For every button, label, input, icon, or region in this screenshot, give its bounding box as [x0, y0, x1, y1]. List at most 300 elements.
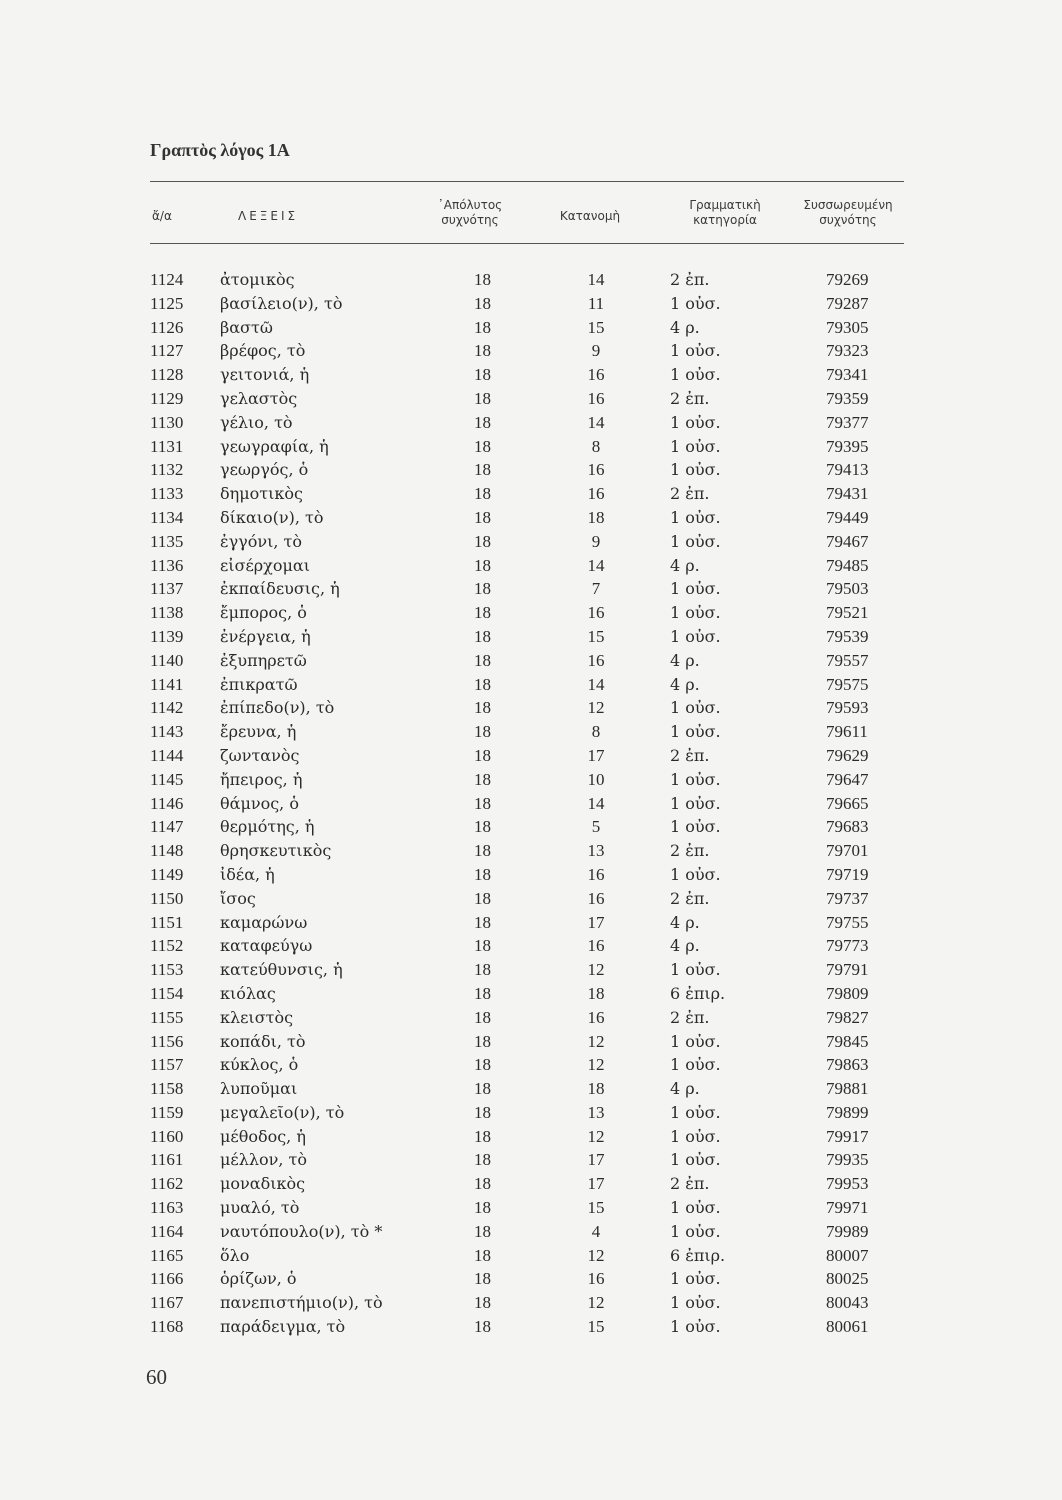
row-distribution: 12 — [587, 698, 605, 718]
row-cumulative-frequency: 79341 — [826, 365, 869, 385]
table-row — [150, 960, 904, 984]
row-distribution: 16 — [587, 888, 605, 908]
row-word: λυποῦμαι — [220, 1079, 298, 1099]
table-row — [150, 532, 904, 556]
table-header — [150, 194, 904, 238]
row-grammatical-category: 2 ἐπ. — [670, 1007, 710, 1027]
row-index: 1139 — [150, 626, 184, 646]
row-cumulative-frequency: 79719 — [826, 864, 869, 884]
header-bottom-rule — [150, 243, 904, 244]
row-word: δημοτικὸς — [220, 484, 303, 504]
row-word: κλειστὸς — [220, 1007, 294, 1027]
row-word: ὅλο — [220, 1245, 250, 1265]
row-grammatical-category: 1 οὐσ. — [670, 436, 721, 456]
row-index: 1147 — [150, 817, 184, 837]
row-grammatical-category: 1 οὐσ. — [670, 722, 721, 742]
row-cumulative-frequency: 79431 — [826, 484, 869, 504]
header-grammatical-category: Γραμματικὴ κατηγορία — [689, 198, 761, 227]
header-top-rule — [150, 181, 904, 182]
frequency-table — [150, 270, 904, 1341]
row-cumulative-frequency: 79557 — [826, 650, 869, 670]
table-row — [150, 1246, 904, 1270]
row-word: κατεύθυνσις, ἡ — [220, 960, 343, 980]
table-row — [150, 1174, 904, 1198]
row-index: 1137 — [150, 579, 184, 599]
row-word: ἐπίπεδο(ν), τὸ — [220, 698, 335, 718]
table-row — [150, 603, 904, 627]
row-grammatical-category: 1 οὐσ. — [670, 603, 721, 623]
row-grammatical-category: 1 οὐσ. — [670, 531, 721, 551]
row-grammatical-category: 1 οὐσ. — [670, 864, 721, 884]
row-cumulative-frequency: 79521 — [826, 603, 869, 623]
row-grammatical-category: 1 οὐσ. — [670, 341, 721, 361]
row-word: ἐνέργεια, ἡ — [220, 626, 311, 646]
row-cumulative-frequency: 79737 — [826, 888, 869, 908]
row-grammatical-category: 1 οὐσ. — [670, 769, 721, 789]
table-row — [150, 627, 904, 651]
row-word: βρέφος, τὸ — [220, 341, 306, 361]
row-absolute-frequency: 18 — [474, 936, 491, 956]
row-distribution: 16 — [587, 864, 605, 884]
row-absolute-frequency: 18 — [474, 817, 491, 837]
row-grammatical-category: 1 οὐσ. — [670, 960, 721, 980]
row-distribution: 12 — [587, 1031, 605, 1051]
row-cumulative-frequency: 79791 — [826, 960, 869, 980]
table-row — [150, 413, 904, 437]
row-cumulative-frequency: 79395 — [826, 436, 869, 456]
row-absolute-frequency: 18 — [474, 531, 491, 551]
row-grammatical-category: 2 ἐπ. — [670, 270, 710, 289]
row-absolute-frequency: 18 — [474, 1269, 491, 1289]
table-row — [150, 1198, 904, 1222]
row-grammatical-category: 4 ρ. — [670, 650, 700, 670]
row-absolute-frequency: 18 — [474, 1102, 491, 1122]
row-absolute-frequency: 18 — [474, 1221, 491, 1241]
row-word: ἐξυπηρετῶ — [220, 650, 307, 670]
row-distribution: 17 — [587, 745, 605, 765]
row-index: 1136 — [150, 555, 184, 575]
row-cumulative-frequency: 79917 — [826, 1126, 869, 1146]
row-grammatical-category: 1 οὐσ. — [670, 1269, 721, 1289]
row-cumulative-frequency: 79647 — [826, 769, 869, 789]
header-words: ΛΕΞΕΙΣ — [238, 209, 299, 223]
row-grammatical-category: 1 οὐσ. — [670, 698, 721, 718]
table-row — [150, 984, 904, 1008]
row-index: 1168 — [150, 1317, 184, 1337]
table-row — [150, 698, 904, 722]
row-absolute-frequency: 18 — [474, 365, 491, 385]
table-row — [150, 365, 904, 389]
row-index: 1161 — [150, 1150, 184, 1170]
row-absolute-frequency: 18 — [474, 436, 491, 456]
row-word: κύκλος, ὁ — [220, 1055, 299, 1075]
row-cumulative-frequency: 79971 — [826, 1198, 869, 1218]
row-cumulative-frequency: 79773 — [826, 936, 869, 956]
row-grammatical-category: 6 ἐπιρ. — [670, 983, 726, 1003]
row-distribution: 12 — [587, 1055, 605, 1075]
table-row — [150, 270, 904, 294]
row-distribution: 17 — [587, 1174, 605, 1194]
row-absolute-frequency: 18 — [474, 1007, 491, 1027]
row-absolute-frequency: 18 — [474, 1245, 491, 1265]
row-index: 1152 — [150, 936, 184, 956]
row-index: 1125 — [150, 293, 184, 313]
row-word: ἐκπαίδευσις, ἡ — [220, 579, 340, 599]
row-index: 1148 — [150, 841, 184, 861]
row-cumulative-frequency: 79683 — [826, 817, 869, 837]
row-word: γεωργός, ὁ — [220, 460, 309, 480]
row-index: 1157 — [150, 1055, 184, 1075]
row-index: 1144 — [150, 745, 184, 765]
row-index: 1140 — [150, 650, 184, 670]
row-grammatical-category: 1 οὐσ. — [670, 793, 721, 813]
row-cumulative-frequency: 79701 — [826, 841, 869, 861]
row-absolute-frequency: 18 — [474, 1079, 491, 1099]
row-cumulative-frequency: 79269 — [826, 270, 869, 289]
row-cumulative-frequency: 79503 — [826, 579, 869, 599]
row-absolute-frequency: 18 — [474, 983, 491, 1003]
table-row — [150, 1127, 904, 1151]
row-word: ἐγγόνι, τὸ — [220, 531, 302, 551]
table-row — [150, 1103, 904, 1127]
table-row — [150, 936, 904, 960]
row-distribution: 18 — [587, 507, 605, 527]
row-word: πανεπιστήμιο(ν), τὸ — [220, 1293, 383, 1313]
row-distribution: 16 — [587, 936, 605, 956]
row-index: 1146 — [150, 793, 184, 813]
row-index: 1124 — [150, 270, 184, 289]
table-row — [150, 865, 904, 889]
row-index: 1155 — [150, 1007, 184, 1027]
row-distribution: 8 — [591, 436, 601, 456]
table-row — [150, 1032, 904, 1056]
row-cumulative-frequency: 80043 — [826, 1293, 869, 1313]
row-absolute-frequency: 18 — [474, 603, 491, 623]
row-index: 1164 — [150, 1221, 184, 1241]
row-word: ἔρευνα, ἡ — [220, 722, 297, 742]
table-row — [150, 651, 904, 675]
row-index: 1149 — [150, 864, 184, 884]
row-grammatical-category: 1 οὐσ. — [670, 817, 721, 837]
row-cumulative-frequency: 79323 — [826, 341, 869, 361]
row-word: καταφεύγω — [220, 936, 313, 956]
row-word: ναυτόπουλο(ν), τὸ * — [220, 1221, 383, 1241]
row-distribution: 12 — [587, 1293, 605, 1313]
row-index: 1126 — [150, 317, 184, 337]
table-row — [150, 460, 904, 484]
row-absolute-frequency: 18 — [474, 317, 491, 337]
table-row — [150, 508, 904, 532]
table-row — [150, 1055, 904, 1079]
row-distribution: 15 — [587, 1317, 605, 1337]
row-distribution: 13 — [587, 1102, 605, 1122]
row-distribution: 16 — [587, 484, 605, 504]
table-row — [150, 794, 904, 818]
row-cumulative-frequency: 79845 — [826, 1031, 869, 1051]
row-word: ἀτομικὸς — [220, 270, 295, 289]
row-absolute-frequency: 18 — [474, 960, 491, 980]
row-index: 1156 — [150, 1031, 184, 1051]
table-row — [150, 389, 904, 413]
row-absolute-frequency: 18 — [474, 1031, 491, 1051]
table-row — [150, 746, 904, 770]
row-absolute-frequency: 18 — [474, 1293, 491, 1313]
row-grammatical-category: 1 οὐσ. — [670, 1031, 721, 1051]
row-grammatical-category: 2 ἐπ. — [670, 388, 710, 408]
row-cumulative-frequency: 79449 — [826, 507, 869, 527]
row-index: 1145 — [150, 769, 184, 789]
row-absolute-frequency: 18 — [474, 793, 491, 813]
row-word: γέλιο, τὸ — [220, 412, 293, 432]
row-distribution: 16 — [587, 1007, 605, 1027]
table-row — [150, 1008, 904, 1032]
row-word: θάμνος, ὁ — [220, 793, 299, 813]
header-cumulative-frequency: Συσσωρευμένη συχνότης — [803, 198, 893, 227]
row-absolute-frequency: 18 — [474, 722, 491, 742]
row-cumulative-frequency: 79863 — [826, 1055, 869, 1075]
row-grammatical-category: 1 οὐσ. — [670, 1150, 721, 1170]
row-word: καμαρώνω — [220, 912, 308, 932]
row-index: 1138 — [150, 603, 184, 623]
row-grammatical-category: 1 οὐσ. — [670, 460, 721, 480]
row-grammatical-category: 1 οὐσ. — [670, 507, 721, 527]
row-distribution: 15 — [587, 1198, 605, 1218]
row-grammatical-category: 1 οὐσ. — [670, 1055, 721, 1075]
row-index: 1135 — [150, 531, 184, 551]
row-absolute-frequency: 18 — [474, 841, 491, 861]
row-distribution: 16 — [587, 650, 605, 670]
row-word: μεγαλεῖο(ν), τὸ — [220, 1102, 345, 1122]
row-index: 1132 — [150, 460, 184, 480]
row-distribution: 12 — [587, 1126, 605, 1146]
row-cumulative-frequency: 80007 — [826, 1245, 869, 1265]
row-word: γεωγραφία, ἡ — [220, 436, 329, 456]
row-index: 1165 — [150, 1245, 184, 1265]
table-row — [150, 817, 904, 841]
row-distribution: 17 — [587, 912, 605, 932]
table-row — [150, 294, 904, 318]
row-index: 1153 — [150, 960, 184, 980]
row-distribution: 11 — [587, 293, 605, 313]
row-grammatical-category: 2 ἐπ. — [670, 745, 710, 765]
row-index: 1150 — [150, 888, 184, 908]
header-distribution: Κατανομὴ — [559, 209, 621, 223]
table-row — [150, 1293, 904, 1317]
row-distribution: 14 — [587, 270, 605, 289]
row-absolute-frequency: 18 — [474, 912, 491, 932]
row-word: γελαστὸς — [220, 388, 298, 408]
row-distribution: 5 — [591, 817, 601, 837]
row-cumulative-frequency: 79665 — [826, 793, 869, 813]
row-grammatical-category: 4 ρ. — [670, 1079, 700, 1099]
row-absolute-frequency: 18 — [474, 270, 491, 289]
row-cumulative-frequency: 79989 — [826, 1221, 869, 1241]
row-absolute-frequency: 18 — [474, 341, 491, 361]
row-absolute-frequency: 18 — [474, 1055, 491, 1075]
row-word: ἤπειρος, ἡ — [220, 769, 303, 789]
row-cumulative-frequency: 79539 — [826, 626, 869, 646]
row-grammatical-category: 6 ἐπιρ. — [670, 1245, 726, 1265]
row-grammatical-category: 1 οὐσ. — [670, 412, 721, 432]
row-index: 1131 — [150, 436, 184, 456]
row-grammatical-category: 1 οὐσ. — [670, 365, 721, 385]
row-cumulative-frequency: 79935 — [826, 1150, 869, 1170]
row-grammatical-category: 1 οὐσ. — [670, 1102, 721, 1122]
row-absolute-frequency: 18 — [474, 293, 491, 313]
row-cumulative-frequency: 79755 — [826, 912, 869, 932]
row-grammatical-category: 4 ρ. — [670, 555, 700, 575]
row-word: ἐπικρατῶ — [220, 674, 298, 694]
row-grammatical-category: 1 οὐσ. — [670, 1126, 721, 1146]
row-distribution: 16 — [587, 603, 605, 623]
table-row — [150, 1317, 904, 1341]
row-absolute-frequency: 18 — [474, 650, 491, 670]
table-row — [150, 913, 904, 937]
row-cumulative-frequency: 79485 — [826, 555, 869, 575]
row-word: θερμότης, ἡ — [220, 817, 315, 837]
row-distribution: 16 — [587, 365, 605, 385]
row-absolute-frequency: 18 — [474, 888, 491, 908]
row-absolute-frequency: 18 — [474, 388, 491, 408]
row-index: 1130 — [150, 412, 184, 432]
row-index: 1142 — [150, 698, 184, 718]
row-cumulative-frequency: 79629 — [826, 745, 869, 765]
row-cumulative-frequency: 79953 — [826, 1174, 869, 1194]
row-index: 1163 — [150, 1198, 184, 1218]
table-row — [150, 484, 904, 508]
row-word: κιόλας — [220, 983, 276, 1003]
table-row — [150, 1222, 904, 1246]
table-row — [150, 341, 904, 365]
row-index: 1151 — [150, 912, 184, 932]
row-absolute-frequency: 18 — [474, 769, 491, 789]
row-cumulative-frequency: 80025 — [826, 1269, 869, 1289]
row-index: 1127 — [150, 341, 184, 361]
row-word: μοναδικὸς — [220, 1174, 306, 1194]
row-distribution: 15 — [587, 626, 605, 646]
row-index: 1128 — [150, 365, 184, 385]
row-cumulative-frequency: 79809 — [826, 983, 869, 1003]
row-absolute-frequency: 18 — [474, 484, 491, 504]
row-index: 1162 — [150, 1174, 184, 1194]
row-grammatical-category: 4 ρ. — [670, 674, 700, 694]
table-row — [150, 889, 904, 913]
row-word: μυαλό, τὸ — [220, 1198, 300, 1218]
row-distribution: 12 — [587, 1245, 605, 1265]
row-absolute-frequency: 18 — [474, 1174, 491, 1194]
row-word: θρησκευτικὸς — [220, 841, 332, 861]
row-cumulative-frequency: 79827 — [826, 1007, 869, 1027]
row-word: εἰσέρχομαι — [220, 555, 310, 575]
row-absolute-frequency: 18 — [474, 1317, 491, 1337]
row-grammatical-category: 1 οὐσ. — [670, 626, 721, 646]
row-absolute-frequency: 18 — [474, 1126, 491, 1146]
row-word: ἔμπορος, ὁ — [220, 603, 307, 623]
row-absolute-frequency: 18 — [474, 1198, 491, 1218]
row-grammatical-category: 1 οὐσ. — [670, 1198, 721, 1218]
row-distribution: 18 — [587, 983, 605, 1003]
row-index: 1134 — [150, 507, 184, 527]
row-absolute-frequency: 18 — [474, 698, 491, 718]
row-word: ὁρίζων, ὁ — [220, 1269, 297, 1289]
table-row — [150, 1269, 904, 1293]
row-grammatical-category: 4 ρ. — [670, 317, 700, 337]
row-index: 1167 — [150, 1293, 184, 1313]
row-absolute-frequency: 18 — [474, 1150, 491, 1170]
row-word: παράδειγμα, τὸ — [220, 1317, 346, 1337]
row-grammatical-category: 4 ρ. — [670, 936, 700, 956]
row-cumulative-frequency: 79593 — [826, 698, 869, 718]
row-word: βασίλειο(ν), τὸ — [220, 293, 343, 313]
page-number: 60 — [146, 1365, 167, 1389]
page-title: Γραπτὸς λόγος 1Α — [150, 140, 290, 160]
table-row — [150, 556, 904, 580]
row-word: μέλλον, τὸ — [220, 1150, 307, 1170]
header-absolute-frequency: ᾿Απόλυτος συχνότης — [437, 198, 503, 227]
row-cumulative-frequency: 79881 — [826, 1079, 869, 1099]
row-distribution: 16 — [587, 460, 605, 480]
row-cumulative-frequency: 79359 — [826, 388, 869, 408]
table-row — [150, 841, 904, 865]
row-absolute-frequency: 18 — [474, 864, 491, 884]
row-distribution: 9 — [591, 531, 601, 551]
row-distribution: 10 — [587, 769, 605, 789]
row-grammatical-category: 1 οὐσ. — [670, 1293, 721, 1313]
row-distribution: 15 — [587, 317, 605, 337]
row-distribution: 9 — [591, 341, 601, 361]
row-distribution: 8 — [591, 722, 601, 742]
row-word: κοπάδι, τὸ — [220, 1031, 306, 1051]
table-row — [150, 1079, 904, 1103]
row-cumulative-frequency: 79467 — [826, 531, 869, 551]
row-cumulative-frequency: 79611 — [826, 722, 868, 742]
table-row — [150, 437, 904, 461]
row-distribution: 7 — [591, 579, 601, 599]
row-grammatical-category: 1 οὐσ. — [670, 1221, 721, 1241]
row-index: 1166 — [150, 1269, 184, 1289]
row-distribution: 12 — [587, 960, 605, 980]
table-row — [150, 675, 904, 699]
row-grammatical-category: 1 οὐσ. — [670, 1317, 721, 1337]
row-distribution: 14 — [587, 674, 605, 694]
row-word: δίκαιο(ν), τὸ — [220, 507, 324, 527]
row-absolute-frequency: 18 — [474, 745, 491, 765]
row-index: 1159 — [150, 1102, 184, 1122]
row-distribution: 14 — [587, 793, 605, 813]
row-grammatical-category: 2 ἐπ. — [670, 888, 710, 908]
row-absolute-frequency: 18 — [474, 555, 491, 575]
row-distribution: 14 — [587, 555, 605, 575]
row-grammatical-category: 2 ἐπ. — [670, 484, 710, 504]
row-grammatical-category: 4 ρ. — [670, 912, 700, 932]
table-row — [150, 1150, 904, 1174]
row-distribution: 13 — [587, 841, 605, 861]
row-index: 1141 — [150, 674, 184, 694]
row-absolute-frequency: 18 — [474, 460, 491, 480]
row-cumulative-frequency: 79413 — [826, 460, 869, 480]
row-word: ζωντανὸς — [220, 745, 300, 765]
row-cumulative-frequency: 79575 — [826, 674, 869, 694]
row-grammatical-category: 1 οὐσ. — [670, 579, 721, 599]
row-word: ἰδέα, ἡ — [220, 864, 275, 884]
row-distribution: 17 — [587, 1150, 605, 1170]
row-distribution: 16 — [587, 1269, 605, 1289]
row-cumulative-frequency: 79305 — [826, 317, 869, 337]
row-word: ἴσος — [220, 888, 256, 908]
row-index: 1129 — [150, 388, 184, 408]
row-grammatical-category: 1 οὐσ. — [670, 293, 721, 313]
row-cumulative-frequency: 80061 — [826, 1317, 869, 1337]
